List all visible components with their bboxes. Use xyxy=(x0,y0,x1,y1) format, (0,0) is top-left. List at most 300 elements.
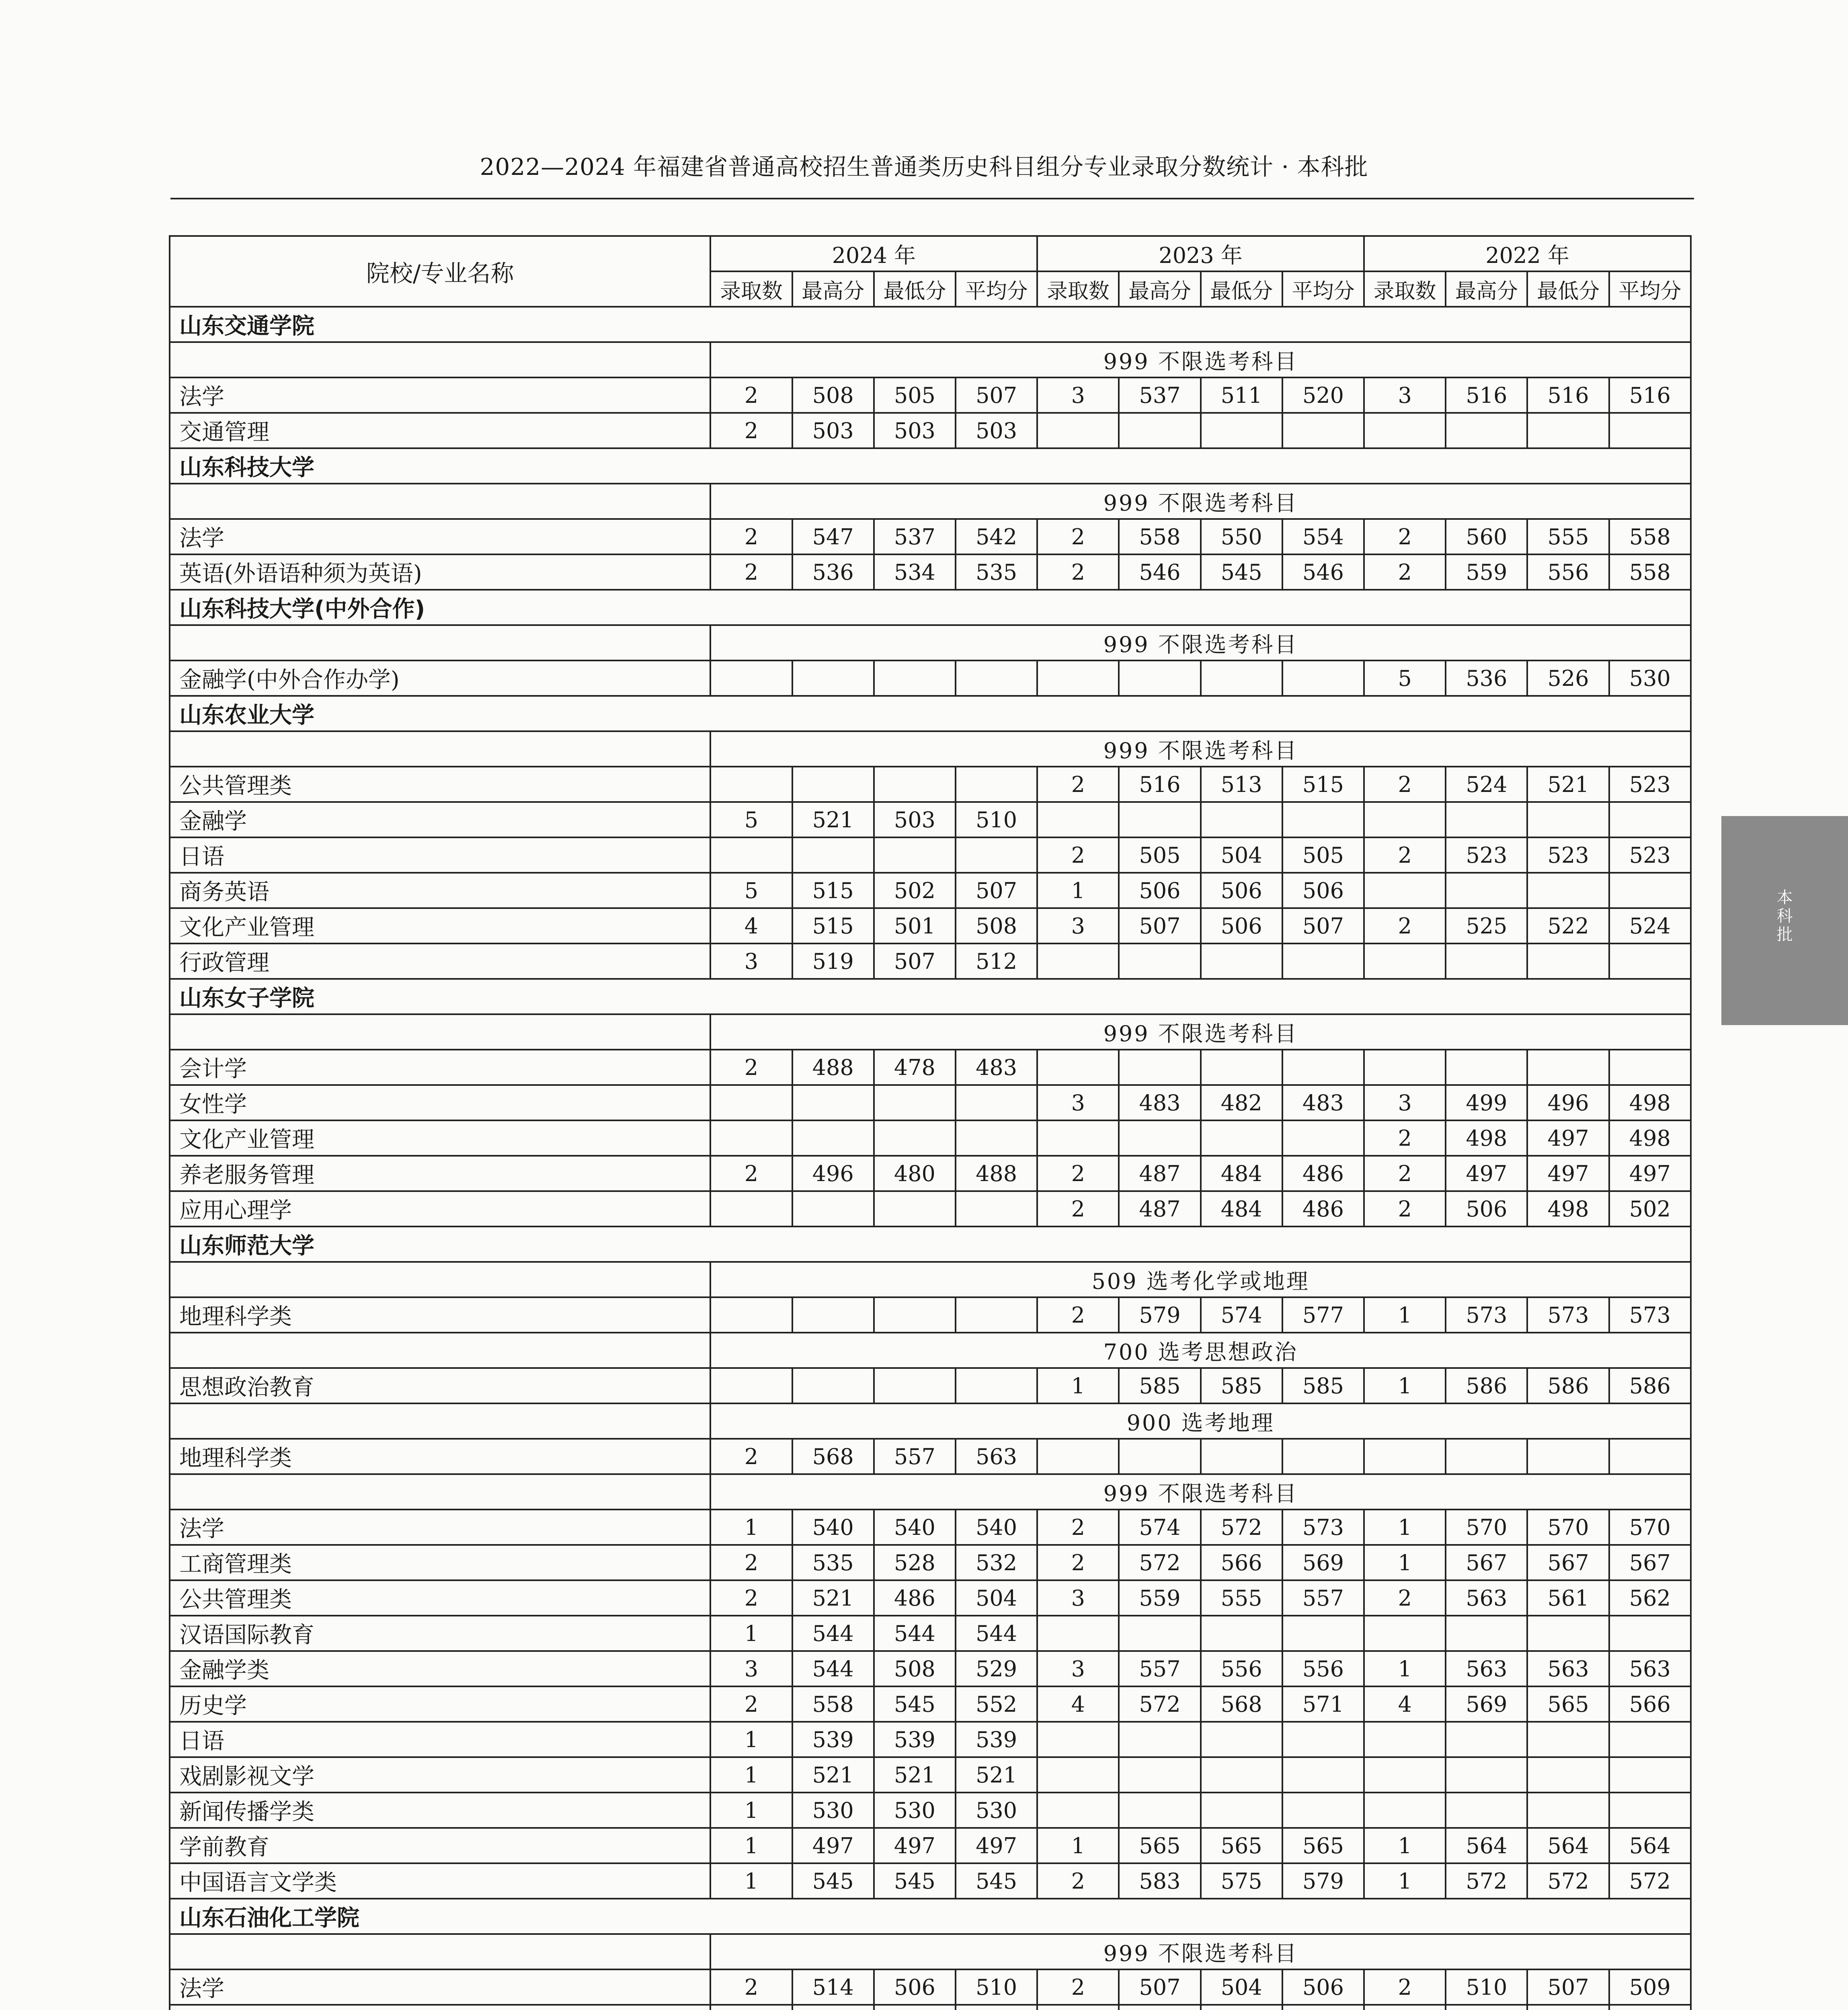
score-cell: 577 xyxy=(1282,1297,1364,1333)
score-cell xyxy=(1446,1439,1527,1474)
score-cell xyxy=(1609,1439,1691,1474)
subheader-cell: 最低分 xyxy=(1201,271,1282,307)
score-cell: 510 xyxy=(1446,1969,1527,2005)
score-cell: 567 xyxy=(1527,1545,1609,1580)
score-cell: 2 xyxy=(710,1050,792,1085)
score-cell xyxy=(1527,1793,1609,1828)
score-cell: 579 xyxy=(1282,1863,1364,1899)
score-cell: 511 xyxy=(1201,377,1282,413)
school-major-header: 院校/专业名称 xyxy=(170,236,710,307)
score-cell: 563 xyxy=(956,1439,1037,1474)
subject-requirement: 999 不限选考科目 xyxy=(710,1474,1691,1510)
score-cell: 569 xyxy=(1446,1686,1527,1722)
score-cell: 516 xyxy=(1609,377,1691,413)
score-cell: 506 xyxy=(1282,873,1364,908)
table-row xyxy=(170,943,1691,979)
score-cell: 2 xyxy=(710,1156,792,1191)
score-cell: 546 xyxy=(1282,554,1364,590)
major-name: 金融学(中外合作办学) xyxy=(170,660,710,696)
score-cell: 515 xyxy=(792,873,874,908)
score-cell: 536 xyxy=(792,554,874,590)
score-cell: 5 xyxy=(1364,660,1446,696)
score-cell: 550 xyxy=(1201,519,1282,554)
score-cell: 544 xyxy=(956,1616,1037,1651)
score-cell: 510 xyxy=(956,1969,1037,2005)
score-cell: 510 xyxy=(956,802,1037,837)
score-cell xyxy=(792,660,874,696)
score-cell: 1 xyxy=(1364,1828,1446,1863)
score-cell xyxy=(1527,1757,1609,1793)
score-cell: 536 xyxy=(1446,660,1527,696)
score-cell: 530 xyxy=(956,1793,1037,1828)
table-row xyxy=(170,1757,1691,1793)
score-cell xyxy=(1037,1616,1119,1651)
score-cell xyxy=(1446,413,1527,448)
score-cell: 1 xyxy=(710,1510,792,1545)
score-cell: 545 xyxy=(792,1863,874,1899)
score-cell: 521 xyxy=(874,1757,956,1793)
side-tab xyxy=(1721,816,1848,1025)
score-cell xyxy=(1527,943,1609,979)
score-cell xyxy=(1201,1793,1282,1828)
score-cell: 516 xyxy=(1527,377,1609,413)
score-cell: 2 xyxy=(1364,1969,1446,2005)
score-cell: 497 xyxy=(874,1828,956,1863)
score-cell: 508 xyxy=(874,1651,956,1686)
score-cell: 530 xyxy=(1609,660,1691,696)
score-cell xyxy=(1282,660,1364,696)
subject-requirement-row xyxy=(170,484,1691,519)
score-cell xyxy=(1527,1050,1609,1085)
major-name: 工商管理类 xyxy=(170,1545,710,1580)
score-cell: 496 xyxy=(1527,1085,1609,1120)
subject-requirement-row xyxy=(170,342,1691,377)
subheader-cell: 最低分 xyxy=(874,271,956,307)
score-cell xyxy=(956,1368,1037,1403)
major-name: 文化产业管理 xyxy=(170,1120,710,1156)
score-cell xyxy=(1527,1616,1609,1651)
score-cell xyxy=(710,1085,792,1120)
score-cell: 521 xyxy=(956,1757,1037,1793)
table-row xyxy=(170,2005,1691,2010)
table-row xyxy=(170,1510,1691,1545)
score-cell: 486 xyxy=(1282,1156,1364,1191)
score-cell: 2 xyxy=(1037,1969,1119,2005)
score-cell: 2 xyxy=(1037,1545,1119,1580)
score-cell: 524 xyxy=(1446,767,1527,802)
score-cell: 478 xyxy=(874,1050,956,1085)
score-cell: 2 xyxy=(1037,1297,1119,1333)
major-name: 新闻传播学类 xyxy=(170,1793,710,1828)
major-name: 学前教育 xyxy=(170,1828,710,1863)
score-cell xyxy=(1609,1793,1691,1828)
table-row xyxy=(170,1863,1691,1899)
score-cell xyxy=(1527,802,1609,837)
score-cell: 504 xyxy=(1201,1969,1282,2005)
year-header-2024: 2024 年 xyxy=(710,236,1037,271)
score-cell xyxy=(710,1297,792,1333)
score-cell: 535 xyxy=(956,554,1037,590)
score-cell: 506 xyxy=(1201,908,1282,943)
table-row xyxy=(170,519,1691,554)
score-cell xyxy=(1201,1050,1282,1085)
score-cell xyxy=(710,767,792,802)
subheader-cell: 最高分 xyxy=(792,271,874,307)
score-cell: 488 xyxy=(792,1050,874,1085)
subheader-cell: 最低分 xyxy=(1527,271,1609,307)
table-row xyxy=(170,1085,1691,1120)
score-cell xyxy=(874,2005,956,2010)
table-row xyxy=(170,873,1691,908)
score-cell: 572 xyxy=(1446,1863,1527,1899)
score-cell xyxy=(710,2005,792,2010)
score-cell: 525 xyxy=(1446,908,1527,943)
score-cell: 4 xyxy=(1037,1686,1119,1722)
score-cell: 564 xyxy=(1446,1828,1527,1863)
score-cell: 507 xyxy=(1282,908,1364,943)
score-cell: 482 xyxy=(1201,1085,1282,1120)
score-cell xyxy=(1119,1616,1200,1651)
score-cell: 2 xyxy=(710,1969,792,2005)
score-cell: 572 xyxy=(1609,1863,1691,1899)
score-cell: 539 xyxy=(956,1722,1037,1757)
subject-requirement: 700 选考思想政治 xyxy=(710,1333,1691,1368)
score-cell xyxy=(1282,413,1364,448)
score-cell: 2 xyxy=(1037,1510,1119,1545)
score-cell xyxy=(1037,1722,1119,1757)
score-cell xyxy=(792,1085,874,1120)
major-name: 英语(外语语种须为英语) xyxy=(170,554,710,590)
blank-cell xyxy=(170,342,710,377)
school-name: 山东科技大学(中外合作) xyxy=(170,590,1691,625)
page-header-title: 2022—2024 年福建省普通高校招生普通类历史科目组分专业录取分数统计 · 本科批 xyxy=(480,153,1368,180)
score-cell: 1 xyxy=(1364,1863,1446,1899)
score-cell xyxy=(1282,1793,1364,1828)
score-cell: 3 xyxy=(1037,377,1119,413)
score-cell xyxy=(1364,1050,1446,1085)
score-cell: 561 xyxy=(1527,1580,1609,1616)
score-cell: 508 xyxy=(956,908,1037,943)
table-row xyxy=(170,1439,1691,1474)
score-cell: 3 xyxy=(1037,1651,1119,1686)
score-cell xyxy=(1119,802,1200,837)
score-cell: 2 xyxy=(1364,1120,1446,1156)
score-cell: 498 xyxy=(1446,1120,1527,1156)
score-cell: 512 xyxy=(956,943,1037,979)
score-cell: 519 xyxy=(792,943,874,979)
score-cell: 2 xyxy=(710,554,792,590)
score-cell: 2 xyxy=(1364,1580,1446,1616)
subject-requirement: 999 不限选考科目 xyxy=(710,484,1691,519)
score-cell xyxy=(956,1120,1037,1156)
score-cell: 483 xyxy=(1119,1085,1200,1120)
major-name: 法学 xyxy=(170,1969,710,2005)
score-cell: 574 xyxy=(1119,1510,1200,1545)
score-cell xyxy=(1446,873,1527,908)
score-cell: 574 xyxy=(1201,1297,1282,1333)
score-cell: 568 xyxy=(1201,1686,1282,1722)
score-cell xyxy=(1446,1050,1527,1085)
score-cell: 524 xyxy=(1609,908,1691,943)
score-cell xyxy=(710,1368,792,1403)
score-cell: 480 xyxy=(874,1156,956,1191)
score-cell: 586 xyxy=(1609,1368,1691,1403)
major-name: 公共管理类 xyxy=(170,767,710,802)
score-cell: 571 xyxy=(1282,1686,1364,1722)
table-row xyxy=(170,767,1691,802)
score-cell: 563 xyxy=(1609,1651,1691,1686)
score-cell: 486 xyxy=(874,1580,956,1616)
major-name: 日语 xyxy=(170,1722,710,1757)
score-cell: 488 xyxy=(956,1156,1037,1191)
score-cell xyxy=(710,1120,792,1156)
score-cell: 537 xyxy=(1119,377,1200,413)
score-cell xyxy=(1527,2005,1609,2010)
score-cell: 573 xyxy=(1527,1297,1609,1333)
score-cell: 3 xyxy=(1037,1580,1119,1616)
table-body xyxy=(170,307,1691,2010)
score-cell: 506 xyxy=(1282,1969,1364,2005)
score-cell: 503 xyxy=(874,802,956,837)
score-cell xyxy=(874,1368,956,1403)
major-name: 女性学 xyxy=(170,1085,710,1120)
blank-cell xyxy=(170,1333,710,1368)
score-cell: 521 xyxy=(792,1580,874,1616)
score-cell xyxy=(1527,1439,1609,1474)
score-cell: 2 xyxy=(1364,908,1446,943)
admission-score-table xyxy=(169,235,1692,2010)
school-name: 山东交通学院 xyxy=(170,307,1691,342)
school-row xyxy=(170,979,1691,1014)
score-cell xyxy=(710,837,792,873)
score-cell xyxy=(956,660,1037,696)
score-cell: 5 xyxy=(710,873,792,908)
score-cell: 502 xyxy=(874,873,956,908)
score-cell: 573 xyxy=(1282,1510,1364,1545)
subject-requirement-row xyxy=(170,731,1691,767)
blank-cell xyxy=(170,1934,710,1969)
blank-cell xyxy=(170,484,710,519)
score-cell xyxy=(1119,1793,1200,1828)
score-cell: 565 xyxy=(1201,1828,1282,1863)
score-cell xyxy=(1119,1439,1200,1474)
score-cell xyxy=(1364,1757,1446,1793)
score-cell xyxy=(874,660,956,696)
subject-requirement: 999 不限选考科目 xyxy=(710,1934,1691,1969)
score-cell: 2 xyxy=(1037,554,1119,590)
score-cell: 2 xyxy=(710,1686,792,1722)
score-cell: 586 xyxy=(1446,1368,1527,1403)
score-cell xyxy=(1364,802,1446,837)
score-cell: 560 xyxy=(1446,519,1527,554)
major-name: 法学 xyxy=(170,377,710,413)
score-cell: 506 xyxy=(1446,1191,1527,1227)
score-cell: 568 xyxy=(792,1439,874,1474)
score-cell: 521 xyxy=(792,1757,874,1793)
major-name: 金融学类 xyxy=(170,1651,710,1686)
score-cell: 1 xyxy=(1364,1545,1446,1580)
score-cell: 5 xyxy=(710,802,792,837)
school-row xyxy=(170,448,1691,484)
score-cell: 555 xyxy=(1201,1580,1282,1616)
score-cell: 554 xyxy=(1282,519,1364,554)
score-cell: 1 xyxy=(710,1863,792,1899)
score-cell: 1 xyxy=(1364,1651,1446,1686)
table-row xyxy=(170,413,1691,448)
subject-requirement-row xyxy=(170,1403,1691,1439)
year-header-2022: 2022 年 xyxy=(1364,236,1691,271)
score-cell: 563 xyxy=(1527,1651,1609,1686)
score-cell: 506 xyxy=(1119,873,1200,908)
subject-requirement: 999 不限选考科目 xyxy=(710,1014,1691,1050)
score-cell: 557 xyxy=(874,1439,956,1474)
score-cell: 498 xyxy=(1609,1085,1691,1120)
score-cell xyxy=(956,2005,1037,2010)
table-row xyxy=(170,1156,1691,1191)
score-cell: 507 xyxy=(874,943,956,979)
score-cell: 2 xyxy=(710,413,792,448)
score-cell: 3 xyxy=(710,943,792,979)
score-cell xyxy=(1609,1050,1691,1085)
score-cell: 508 xyxy=(792,377,874,413)
score-cell xyxy=(1282,1722,1364,1757)
score-cell: 523 xyxy=(1609,767,1691,802)
score-cell: 486 xyxy=(1282,1191,1364,1227)
table-row xyxy=(170,1580,1691,1616)
score-cell: 503 xyxy=(956,413,1037,448)
score-cell: 1 xyxy=(710,1722,792,1757)
score-cell: 503 xyxy=(792,413,874,448)
score-cell: 532 xyxy=(956,1545,1037,1580)
score-cell xyxy=(1037,943,1119,979)
score-cell xyxy=(792,1120,874,1156)
score-cell xyxy=(1364,873,1446,908)
score-cell: 498 xyxy=(1527,1191,1609,1227)
score-cell: 507 xyxy=(1119,1969,1200,2005)
blank-cell xyxy=(170,1014,710,1050)
table-row xyxy=(170,1191,1691,1227)
score-cell: 505 xyxy=(1119,837,1200,873)
score-cell xyxy=(1364,1722,1446,1757)
score-cell xyxy=(1446,943,1527,979)
score-cell: 562 xyxy=(1609,1580,1691,1616)
score-cell xyxy=(1119,413,1200,448)
subheader-cell: 平均分 xyxy=(1282,271,1364,307)
score-cell: 563 xyxy=(1446,1580,1527,1616)
score-cell xyxy=(1527,413,1609,448)
score-cell: 570 xyxy=(1609,1510,1691,1545)
score-cell: 509 xyxy=(1609,1969,1691,2005)
blank-cell xyxy=(170,1403,710,1439)
score-cell: 585 xyxy=(1201,1368,1282,1403)
score-cell: 565 xyxy=(1282,1828,1364,1863)
table-row xyxy=(170,1651,1691,1686)
score-cell xyxy=(874,1120,956,1156)
subject-requirement-row xyxy=(170,1262,1691,1297)
score-cell: 1 xyxy=(710,1757,792,1793)
table-row xyxy=(170,1686,1691,1722)
score-cell xyxy=(1119,1757,1200,1793)
score-cell: 559 xyxy=(1119,1580,1200,1616)
subject-requirement: 509 选考化学或地理 xyxy=(710,1262,1691,1297)
score-cell: 530 xyxy=(874,1793,956,1828)
table-row xyxy=(170,1297,1691,1333)
subject-requirement: 900 选考地理 xyxy=(710,1403,1691,1439)
score-cell xyxy=(1201,802,1282,837)
score-cell xyxy=(1527,1722,1609,1757)
score-cell: 570 xyxy=(1527,1510,1609,1545)
score-cell: 539 xyxy=(792,1722,874,1757)
score-cell: 545 xyxy=(1201,554,1282,590)
table-row xyxy=(170,1120,1691,1156)
score-cell xyxy=(874,1085,956,1120)
subject-requirement: 999 不限选考科目 xyxy=(710,342,1691,377)
score-cell: 572 xyxy=(1527,1863,1609,1899)
score-cell xyxy=(1609,1757,1691,1793)
school-row xyxy=(170,696,1691,731)
major-name: 法学 xyxy=(170,1510,710,1545)
school-name: 山东农业大学 xyxy=(170,696,1691,731)
score-cell: 557 xyxy=(1119,1651,1200,1686)
score-cell xyxy=(1201,1722,1282,1757)
score-cell: 544 xyxy=(874,1616,956,1651)
score-cell: 540 xyxy=(874,1510,956,1545)
score-cell xyxy=(1037,413,1119,448)
score-cell xyxy=(1364,1439,1446,1474)
score-cell xyxy=(1037,1439,1119,1474)
score-cell: 2 xyxy=(1364,767,1446,802)
subject-requirement-row xyxy=(170,1014,1691,1050)
score-cell xyxy=(1609,1722,1691,1757)
major-name: 法学 xyxy=(170,519,710,554)
table-row xyxy=(170,1050,1691,1085)
score-cell: 572 xyxy=(1201,1510,1282,1545)
school-name: 山东师范大学 xyxy=(170,1227,1691,1262)
score-cell: 567 xyxy=(1446,1545,1527,1580)
score-cell: 2 xyxy=(1364,1191,1446,1227)
score-cell: 1 xyxy=(1364,1297,1446,1333)
subject-requirement: 999 不限选考科目 xyxy=(710,625,1691,660)
score-cell: 540 xyxy=(956,1510,1037,1545)
score-cell: 523 xyxy=(1527,837,1609,873)
score-cell: 504 xyxy=(956,1580,1037,1616)
score-cell: 2 xyxy=(710,377,792,413)
score-cell: 556 xyxy=(1282,1651,1364,1686)
score-cell: 497 xyxy=(1527,1120,1609,1156)
score-cell xyxy=(1119,943,1200,979)
score-cell: 497 xyxy=(1609,1156,1691,1191)
score-cell: 3 xyxy=(710,1651,792,1686)
score-cell xyxy=(1282,802,1364,837)
score-cell: 555 xyxy=(1527,519,1609,554)
table-row xyxy=(170,1969,1691,2005)
score-cell: 535 xyxy=(792,1545,874,1580)
score-cell: 544 xyxy=(792,1616,874,1651)
score-cell: 545 xyxy=(874,1863,956,1899)
major-name: 地理科学类 xyxy=(170,1297,710,1333)
score-cell: 2 xyxy=(1364,519,1446,554)
score-cell: 516 xyxy=(1446,377,1527,413)
score-cell xyxy=(710,1191,792,1227)
score-cell xyxy=(1201,660,1282,696)
score-cell xyxy=(1201,1757,1282,1793)
score-cell xyxy=(1282,943,1364,979)
score-cell: 2 xyxy=(1037,1156,1119,1191)
score-cell xyxy=(956,767,1037,802)
score-cell: 520 xyxy=(1282,377,1364,413)
score-cell: 557 xyxy=(1282,1580,1364,1616)
score-cell: 1 xyxy=(710,1828,792,1863)
